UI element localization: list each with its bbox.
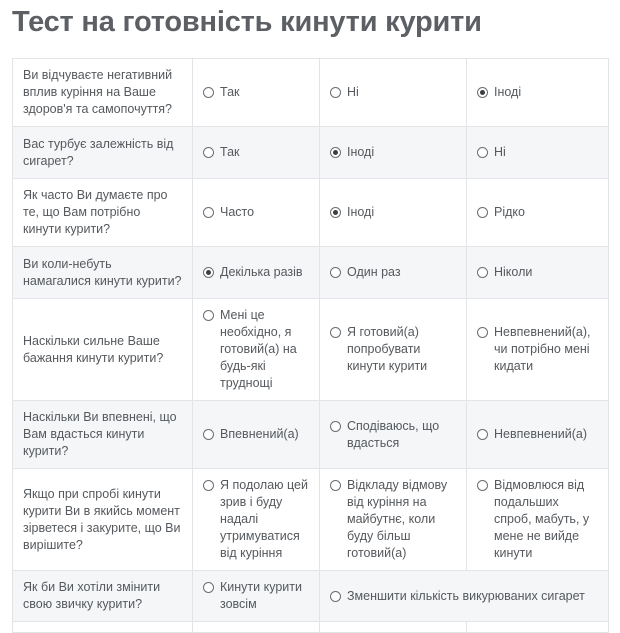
question-row-5 xyxy=(13,299,609,401)
question-text: Як би Ви хотіли змінити свою звичку курити? xyxy=(13,571,193,622)
option-1-3[interactable] xyxy=(477,84,598,101)
question-row-2 xyxy=(13,127,609,179)
option-label: Кинути курити зовсім xyxy=(220,580,302,611)
radio-icon[interactable] xyxy=(203,310,214,321)
option-5-3[interactable] xyxy=(477,324,598,375)
option-4-3[interactable] xyxy=(477,264,598,281)
option-label: Відмовлюся від подальших спроб, мабуть, у мене не вийде кинути xyxy=(494,478,590,560)
option-label: Іноді xyxy=(347,145,375,159)
radio-icon[interactable] xyxy=(330,87,341,98)
question-text: Вас турбує залежність від сигарет? xyxy=(13,127,193,179)
radio-icon[interactable] xyxy=(330,327,341,338)
option-3-3[interactable] xyxy=(477,204,598,221)
question-text: Як часто Ви думаєте про те, що Вам потрібно кинути курити? xyxy=(13,179,193,247)
question-row-9-partial xyxy=(13,622,609,633)
option-label: Рідко xyxy=(494,205,525,219)
question-text: Наскільки сильне Ваше бажання кинути курити? xyxy=(13,299,193,401)
option-3-1[interactable] xyxy=(203,204,309,221)
radio-icon[interactable] xyxy=(330,267,341,278)
question-text: Ви відчуваєте негативний вплив куріння на Ваше здоров'я та самопочуття? xyxy=(13,59,193,127)
option-label: Впевнений(а) xyxy=(220,427,299,441)
option-2-3[interactable] xyxy=(477,144,598,161)
radio-icon[interactable] xyxy=(477,147,488,158)
option-6-2[interactable] xyxy=(330,418,456,452)
radio-icon[interactable] xyxy=(203,480,214,491)
radio-icon[interactable] xyxy=(203,147,214,158)
option-label: Іноді xyxy=(494,85,522,99)
option-6-3[interactable] xyxy=(477,426,598,443)
question-row-7 xyxy=(13,469,609,571)
option-label: Ніколи xyxy=(494,265,533,279)
option-label: Іноді xyxy=(347,205,375,219)
radio-icon[interactable] xyxy=(477,480,488,491)
option-label: Невпевнений(а) xyxy=(494,427,587,441)
option-cell xyxy=(467,622,609,633)
option-7-2[interactable] xyxy=(330,477,456,562)
radio-icon[interactable] xyxy=(203,207,214,218)
page-title: Тест на готовність кинути курити xyxy=(12,6,482,38)
option-4-2[interactable] xyxy=(330,264,456,281)
option-8-2[interactable] xyxy=(330,588,598,605)
option-6-1[interactable] xyxy=(203,426,309,443)
question-row-8 xyxy=(13,571,609,622)
radio-icon[interactable] xyxy=(477,429,488,440)
quiz-table xyxy=(12,58,609,633)
option-8-1[interactable] xyxy=(203,579,309,613)
radio-checked-icon[interactable] xyxy=(330,207,341,218)
question-row-3 xyxy=(13,179,609,247)
question-row-6 xyxy=(13,401,609,469)
radio-checked-icon[interactable] xyxy=(330,147,341,158)
option-label: Відкладу відмову від куріння на майбутнє, коли буду більш готовий(а) xyxy=(347,478,448,560)
option-2-2[interactable] xyxy=(330,144,456,161)
option-label: Часто xyxy=(220,205,255,219)
option-label: Я подолаю цей зрив і буду надалі утримуватися від куріння xyxy=(220,478,308,560)
option-label: Один раз xyxy=(347,265,401,279)
radio-icon[interactable] xyxy=(477,327,488,338)
option-7-3[interactable] xyxy=(477,477,598,562)
radio-icon[interactable] xyxy=(477,207,488,218)
option-label: Невпевнений(а), чи потрібно мені кидати xyxy=(494,325,591,373)
radio-icon[interactable] xyxy=(330,591,341,602)
option-label: Ні xyxy=(347,85,359,99)
option-label: Сподіваюсь, що вдасться xyxy=(347,418,440,450)
option-label: Зменшити кількість викурюваних сигарет xyxy=(347,588,585,603)
radio-icon[interactable] xyxy=(477,267,488,278)
option-2-1[interactable] xyxy=(203,144,309,161)
radio-icon[interactable] xyxy=(203,87,214,98)
question-text: Ви коли-небуть намагалися кинути курити? xyxy=(13,247,193,299)
option-1-1[interactable] xyxy=(203,84,309,101)
option-label: Мені це необхідно, я готовий(а) на будь-які труднощі xyxy=(220,308,297,390)
option-label: Так xyxy=(220,85,240,99)
question-text xyxy=(13,622,193,633)
radio-icon[interactable] xyxy=(330,480,341,491)
option-1-2[interactable] xyxy=(330,84,456,101)
option-5-1[interactable] xyxy=(203,307,309,392)
option-cell xyxy=(193,622,320,633)
option-label: Я готовий(а) попробувати кинути курити xyxy=(347,325,428,373)
option-label: Так xyxy=(220,145,240,159)
question-row-4 xyxy=(13,247,609,299)
radio-icon[interactable] xyxy=(330,421,341,432)
radio-icon[interactable] xyxy=(203,582,214,593)
option-label: Ні xyxy=(494,145,506,159)
radio-icon[interactable] xyxy=(203,429,214,440)
option-5-2[interactable] xyxy=(330,324,456,375)
option-label: Декілька разів xyxy=(220,265,303,279)
option-7-1[interactable] xyxy=(203,477,309,562)
option-4-1[interactable] xyxy=(203,264,309,281)
radio-checked-icon[interactable] xyxy=(477,87,488,98)
question-text: Якщо при спробі кинути курити Ви в якийсь момент зірветеся і закурите, що Ви вирішите? xyxy=(13,469,193,571)
radio-checked-icon[interactable] xyxy=(203,267,214,278)
option-3-2[interactable] xyxy=(330,204,456,221)
question-row-1 xyxy=(13,59,609,127)
option-cell xyxy=(320,622,467,633)
question-text: Наскільки Ви впевнені, що Вам вдасться кинути курити? xyxy=(13,401,193,469)
